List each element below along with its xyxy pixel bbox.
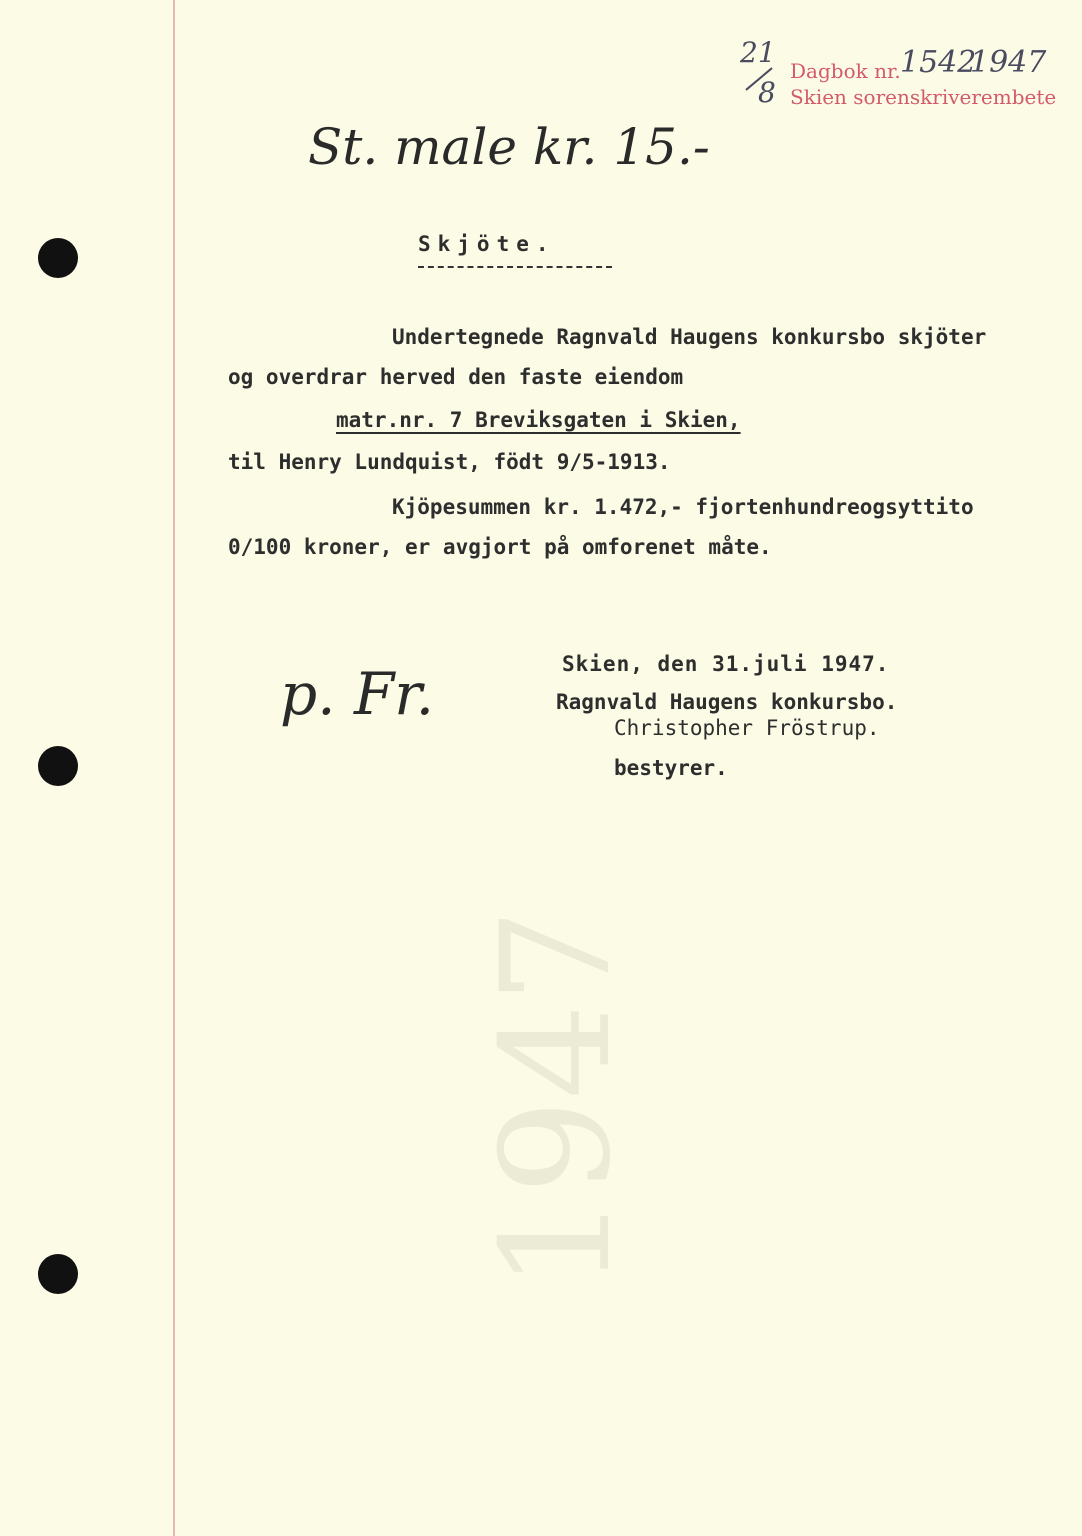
signer-role: bestyrer. bbox=[614, 756, 728, 780]
punch-hole bbox=[38, 746, 78, 786]
body-line-1: Undertegnede Ragnvald Haugens konkursbo skjöter bbox=[392, 325, 987, 349]
body-line-5: Kjöpesummen kr. 1.472,- fjortenhundreogsyttito bbox=[392, 495, 974, 519]
stamp-entry-number: 1542 bbox=[900, 45, 977, 80]
property-description: matr.nr. 7 Breviksgaten i Skien, bbox=[336, 408, 741, 432]
document-title: Skjöte. bbox=[418, 232, 556, 256]
place-date: Skien, den 31.juli 1947. bbox=[562, 652, 890, 676]
stamp-fee-note: St. male kr. 15.- bbox=[308, 118, 710, 176]
stamp-date-top: 21 bbox=[740, 36, 776, 69]
body-line-6: 0/100 kroner, er avgjort på omforenet måte. bbox=[228, 535, 772, 559]
stamp-office: Skien sorenskriverembete bbox=[790, 85, 1057, 109]
bleed-through-mark: 1947 bbox=[470, 908, 644, 1290]
stamp-year: 1947 bbox=[970, 45, 1047, 80]
body-line-4: til Henry Lundquist, födt 9/5-1913. bbox=[228, 450, 671, 474]
margin-line bbox=[173, 0, 175, 1536]
stamp-date-bottom: 8 bbox=[758, 76, 776, 109]
punch-hole bbox=[38, 238, 78, 278]
title-underline bbox=[418, 266, 612, 268]
body-line-2: og overdrar herved den faste eiendom bbox=[228, 365, 684, 389]
handwritten-initials: p. Fr. bbox=[280, 660, 435, 728]
signer-name: Christopher Fröstrup. bbox=[614, 716, 880, 740]
punch-hole bbox=[38, 1254, 78, 1294]
stamp-dagbok-label: Dagbok nr. bbox=[790, 59, 901, 83]
company-name: Ragnvald Haugens konkursbo. bbox=[556, 690, 898, 714]
